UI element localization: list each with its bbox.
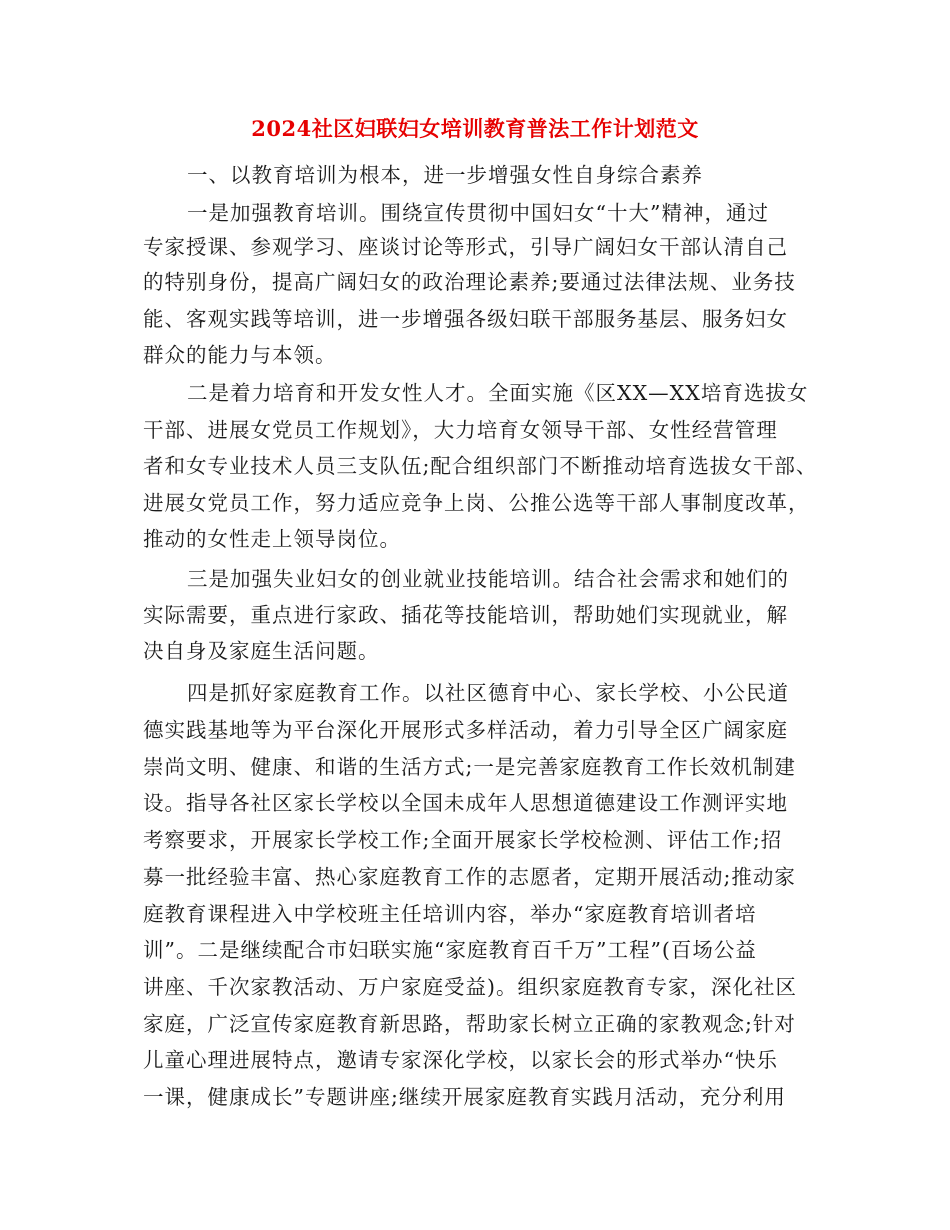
paragraph-line: 训”。二是继续配合市妇联实施“家庭教育百千万”工程”(百场公益 bbox=[143, 938, 757, 962]
document-title: 2024社区妇联妇女培训教育普法工作计划范文 bbox=[251, 116, 699, 141]
paragraph-line: 讲座、千次家教活动、万户家庭受益)。组织家庭教育专家，深化社区 bbox=[143, 975, 797, 999]
paragraph-line: 推动的女性走上领导岗位。 bbox=[143, 527, 401, 551]
paragraph-line: 儿童心理进展特点，邀请专家深化学校，以家长会的形式举办“快乐 bbox=[143, 1048, 778, 1072]
paragraph-line: 募一批经验丰富、热心家庭教育工作的志愿者，定期开展活动;推动家 bbox=[143, 865, 796, 889]
paragraph-line: 四是抓好家庭教育工作。以社区德育中心、家长学校、小公民道 bbox=[187, 681, 789, 705]
paragraph-line: 者和女专业技术人员三支队伍;配合组织部门不断推动培育选拔女干部、 bbox=[143, 454, 818, 478]
section-heading: 一、以教育培训为根本，进一步增强女性自身综合素养 bbox=[187, 163, 703, 187]
paragraph-line: 进展女党员工作，努力适应竞争上岗、公推公选等干部人事制度改革， bbox=[143, 491, 810, 515]
paragraph-line: 群众的能力与本领。 bbox=[143, 343, 337, 367]
paragraph-line: 考察要求，开展家长学校工作;全面开展家长学校检测、评估工作;招 bbox=[143, 828, 783, 852]
paragraph-line: 干部、进展女党员工作规划》，大力培育女领导干部、女性经营管理 bbox=[143, 418, 778, 442]
paragraph-line: 二是着力培育和开发女性人才。全面实施《区XX—XX培育选拔女 bbox=[187, 381, 809, 405]
paragraph-line: 庭教育课程进入中学校班主任培训内容，举办“家庭教育培训者培 bbox=[143, 902, 757, 926]
paragraph-line: 实际需要，重点进行家政、插花等技能培训，帮助她们实现就业，解 bbox=[143, 603, 788, 627]
paragraph-line: 一是加强教育培训。围绕宣传贯彻中国妇女“十大”精神，通过 bbox=[187, 201, 769, 225]
paragraph-line: 一课，健康成长”专题讲座;继续开展家庭教育实践月活动，充分利用 bbox=[143, 1085, 786, 1109]
paragraph-line: 设。指导各社区家长学校以全国未成年人思想道德建设工作测评实地 bbox=[143, 791, 788, 815]
paragraph-line: 德实践基地等为平台深化开展形式多样活动，着力引导全区广阔家庭 bbox=[143, 718, 788, 742]
paragraph-line: 家庭，广泛宣传家庭教育新思路，帮助家长树立正确的家教观念;针对 bbox=[143, 1012, 796, 1036]
paragraph-line: 专家授课、参观学习、座谈讨论等形式，引导广阔妇女干部认清自己 bbox=[143, 235, 788, 259]
paragraph-line: 三是加强失业妇女的创业就业技能培训。结合社会需求和她们的 bbox=[187, 567, 789, 591]
paragraph-line: 决自身及家庭生活问题。 bbox=[143, 639, 380, 663]
paragraph-line: 的特别身份，提高广阔妇女的政治理论素养;要通过法律法规、业务技 bbox=[143, 270, 796, 294]
paragraph-line: 崇尚文明、健康、和谐的生活方式;一是完善家庭教育工作长效机制建 bbox=[143, 755, 796, 779]
paragraph-line: 能、客观实践等培训，进一步增强各级妇联干部服务基层、服务妇女 bbox=[143, 307, 788, 331]
